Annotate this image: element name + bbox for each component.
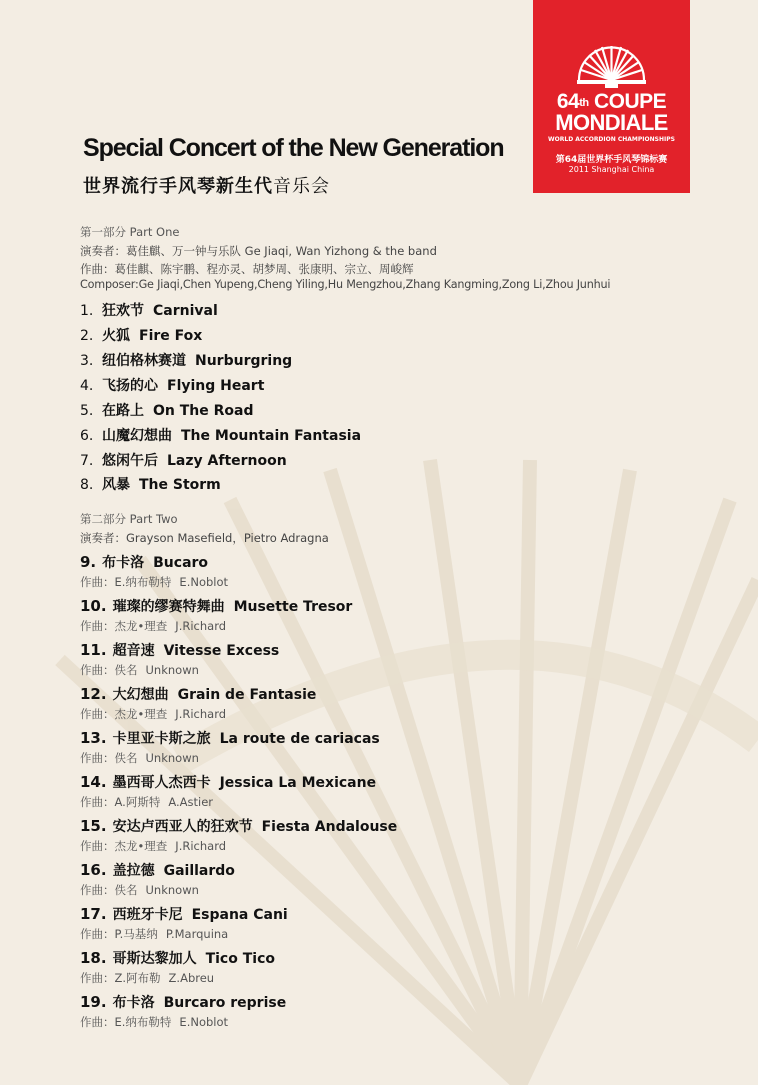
track-item: 11. 超音速 Vitesse Excess [80,641,280,659]
title-chinese: 世界流行手风琴新生代音乐会 [83,176,330,197]
track-composer: 作曲：佚名 Unknown [80,663,199,677]
track-item: 17. 西班牙卡尼 Espana Cani [80,905,288,923]
track-composer: 作曲：Z.阿布勒 Z.Abreu [80,971,215,985]
track-composer: 作曲：E.纳布勒特 E.Noblot [80,1015,229,1029]
part-one-heading: 第一部分 Part One [80,225,180,239]
track-composer: 作曲：杰龙•理查 J.Richard [80,619,227,633]
logo-line-location: 2011 Shanghai China [568,165,655,174]
title-english: Special Concert of the New Generation [83,134,504,162]
part-one-composers-en: Composer:Ge Jiaqi,Chen Yupeng,Cheng Yiling,Hu Mengzhou,Zhang Kangming,Zong Li,Zhou Junhui [80,278,611,291]
track-item: 10. 璀璨的缪赛特舞曲 Musette Tresor [80,597,353,615]
track-item: 6. 山魔幻想曲 The Mountain Fantasia [80,428,362,444]
track-item: 5. 在路上 On The Road [80,403,254,419]
logo-line-cn: 第64届世界杯手风琴锦标赛 [555,155,668,165]
logo-line-mondiale: MONDIALE [555,110,668,135]
track-item: 12. 大幻想曲 Grain de Fantasie [80,685,317,703]
part-one-composers-cn: 作曲：葛佳麒、陈宇鹏、程亦灵、胡梦周、张康明、宗立、周峻辉 [80,262,414,276]
logo-line-subtitle: WORLD ACCORDION CHAMPIONSHIPS [548,136,675,143]
track-item: 1. 狂欢节 Carnival [80,303,218,319]
track-item: 4. 飞扬的心 Flying Heart [80,378,265,394]
track-item: 14. 墨西哥人杰西卡 Jessica La Mexicane [80,773,377,791]
track-composer: 作曲：P.马基纳 P.Marquina [80,927,229,941]
track-item: 2. 火狐 Fire Fox [80,328,203,344]
championship-logo [533,0,690,193]
track-item: 9. 布卡洛 Bucaro [80,553,209,571]
track-item: 16. 盖拉德 Gaillardo [80,861,235,879]
part-one-performers: 演奏者：葛佳麒、万一钟与乐队 Ge Jiaqi, Wan Yizhong & the band [80,244,437,258]
track-composer: 作曲：杰龙•理查 J.Richard [80,707,227,721]
track-item: 8. 风暴 The Storm [80,477,221,493]
track-composer: 作曲：杰龙•理查 J.Richard [80,839,227,853]
part-two-performers: 演奏者：Grayson Masefield，Pietro Adragna [80,531,329,545]
track-item: 18. 哥斯达黎加人 Tico Tico [80,949,275,967]
track-composer: 作曲：E.纳布勒特 E.Noblot [80,575,229,589]
track-composer: 作曲：A.阿斯特 A.Astier [80,795,214,809]
track-item: 3. 纽伯格林赛道 Nurburgring [80,353,293,369]
track-item: 13. 卡里亚卡斯之旅 La route de cariacas [80,729,380,747]
logo-line-coupe: 64th COUPE [556,90,667,113]
track-composer: 作曲：佚名 Unknown [80,883,199,897]
track-item: 15. 安达卢西亚人的狂欢节 Fiesta Andalouse [80,817,398,835]
track-item: 7. 悠闲午后 Lazy Afternoon [80,453,287,469]
track-composer: 作曲：佚名 Unknown [80,751,199,765]
accordion-fan-icon [575,44,648,88]
track-item: 19. 布卡洛 Burcaro reprise [80,993,287,1011]
part-two-heading: 第二部分 Part Two [80,512,178,526]
